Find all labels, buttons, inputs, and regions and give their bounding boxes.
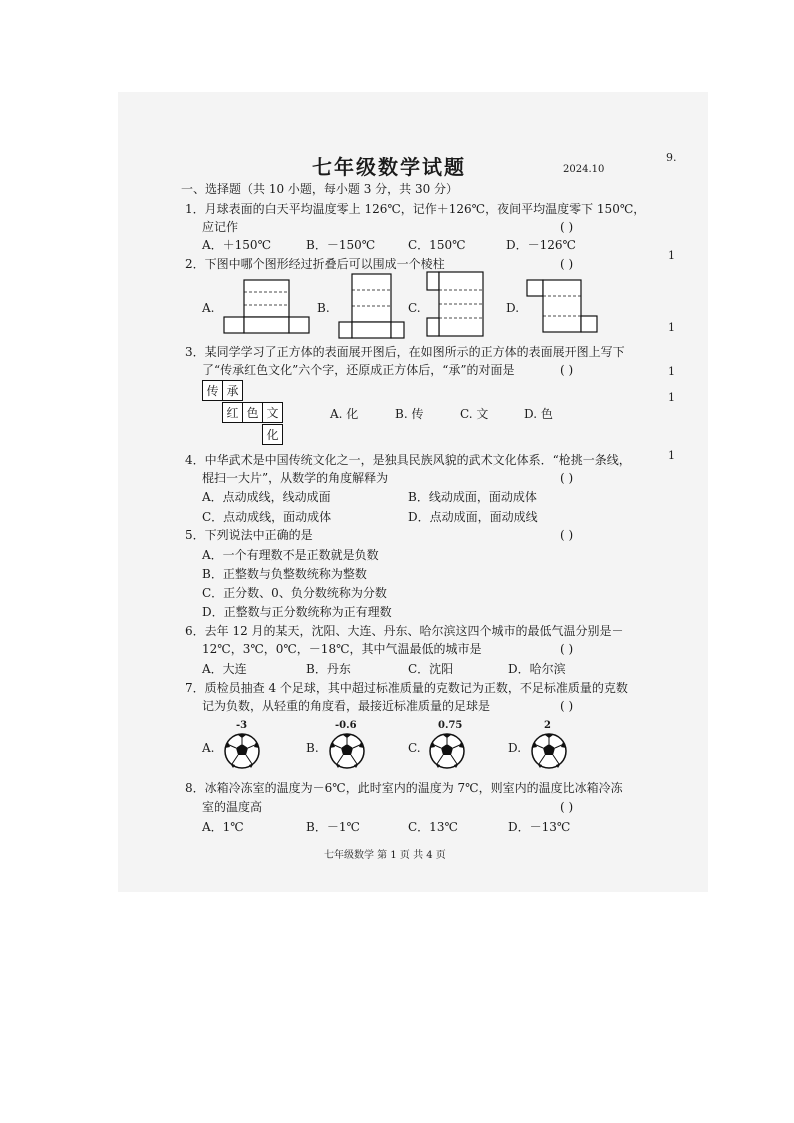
question-7-text: 7．质检员抽查 4 个足球，其中超过标准质量的克数记为正数，不足标准质量的克数 [185, 681, 628, 695]
answer-paren: ( ) [560, 471, 574, 485]
soccer-ball-icon [328, 732, 366, 770]
net-figure-b [337, 272, 407, 340]
option-c: C. 文 [460, 407, 489, 421]
net-cell-chuan: 传 [202, 380, 223, 401]
ball-label-c: C. [408, 741, 421, 755]
question-1-text: 1．月球表面的白天平均温度零上 126℃，记作＋126℃，夜间平均温度零下 150℃， [185, 202, 646, 216]
question-6-text: 6．去年 12 月的某天，沈阳、大连、丹东、哈尔滨这四个城市的最低气温分别是－ [185, 624, 624, 638]
question-7-text-cont: 记为负数，从轻重的角度看，最接近标准质量的足球是 [202, 699, 491, 713]
option-d: D. 色 [524, 407, 553, 421]
option-b: B．线动成面，面动成体 [408, 490, 537, 504]
edge-mark: 1 [668, 449, 675, 462]
option-c: C．沈阳 [408, 662, 454, 676]
answer-paren: ( ) [560, 257, 574, 271]
option-a: A．一个有理数不是正数就是负数 [202, 548, 379, 562]
ball-value-c: 0.75 [438, 720, 463, 731]
question-2-text: 2．下图中哪个图形经过折叠后可以围成一个棱柱 [185, 257, 445, 271]
option-b: B．丹东 [306, 662, 351, 676]
net-cell-se: 色 [242, 402, 263, 423]
option-d: D．点动成面，面动成线 [408, 510, 538, 524]
question-3-text: 3．某同学学习了正方体的表面展开图后，在如图所示的正方体的表面展开图上写下 [185, 345, 625, 359]
option-d: D．哈尔滨 [508, 662, 566, 676]
option-b: B．－1℃ [306, 820, 360, 834]
option-a: A. 化 [330, 407, 359, 421]
page-footer: 七年级数学 第 1 页 共 4 页 [324, 850, 446, 861]
question-6-text-cont: 12℃，3℃，0℃，－18℃，其中气温最低的城市是 [202, 642, 482, 656]
answer-paren: ( ) [560, 642, 574, 656]
option-a: A．＋150℃ [202, 238, 271, 252]
soccer-ball-icon [223, 732, 261, 770]
net-cell-cheng: 承 [222, 380, 243, 401]
option-b: B．正整数与负整数统称为整数 [202, 567, 367, 581]
option-c: C．正分数、0、负分数统称为分数 [202, 586, 387, 600]
figure-label-a: A. [202, 301, 215, 315]
ball-label-a: A. [202, 741, 215, 755]
ball-value-d: 2 [544, 720, 551, 731]
net-figure-d [525, 278, 601, 338]
edge-mark: 9. [666, 151, 677, 164]
figure-label-b: B. [317, 301, 330, 315]
answer-paren: ( ) [560, 363, 574, 377]
option-b: B. 传 [395, 407, 424, 421]
edge-mark: 1 [668, 365, 675, 378]
option-b: B．－150℃ [306, 238, 376, 252]
answer-paren: ( ) [560, 699, 574, 713]
question-3-text-cont: 了“传承红色文化”六个字，还原成正方体后，“承”的对面是 [202, 363, 515, 377]
question-8-text-cont: 室的温度高 [202, 800, 263, 814]
option-d: D．－13℃ [508, 820, 571, 834]
option-d: D．－126℃ [506, 238, 576, 252]
edge-mark: 1 [668, 321, 675, 334]
option-a: A．点动成线，线动成面 [202, 490, 331, 504]
net-figure-a [222, 278, 312, 336]
soccer-ball-icon [428, 732, 466, 770]
question-4-text: 4．中华武术是中国传统文化之一，是独具民族风貌的武术文化体系．“枪挑一条线， [185, 453, 631, 467]
option-c: C．150℃ [408, 238, 466, 252]
page-title: 七年级数学试题 [312, 155, 466, 179]
option-a: A．大连 [202, 662, 247, 676]
figure-label-d: D. [506, 301, 520, 315]
question-8-text: 8．冰箱冷冻室的温度为－6℃，此时室内的温度为 7℃，则室内的温度比冰箱冷冻 [185, 781, 623, 795]
question-5-text: 5．下列说法中正确的是 [185, 528, 313, 542]
exam-date: 2024.10 [563, 164, 605, 175]
net-cell-wen: 文 [262, 402, 283, 423]
soccer-ball-icon [530, 732, 568, 770]
question-4-text-cont: 棍扫一大片”，从数学的角度解释为 [202, 471, 389, 485]
option-d: D．正整数与正分数统称为正有理数 [202, 605, 392, 619]
net-cell-hua: 化 [262, 424, 283, 445]
edge-mark: 1 [668, 249, 675, 262]
option-a: A．1℃ [202, 820, 244, 834]
edge-mark: 1 [668, 391, 675, 404]
ball-value-b: -0.6 [335, 720, 357, 731]
ball-label-d: D. [508, 741, 522, 755]
question-1-text-cont: 应记作 [202, 220, 239, 234]
ball-value-a: -3 [236, 720, 248, 731]
answer-paren: ( ) [560, 800, 574, 814]
net-figure-c [425, 270, 487, 340]
answer-paren: ( ) [560, 528, 574, 542]
ball-label-b: B. [306, 741, 319, 755]
net-cell-hong: 红 [222, 402, 243, 423]
answer-paren: ( ) [560, 220, 574, 234]
figure-label-c: C. [408, 301, 421, 315]
option-c: C．13℃ [408, 820, 458, 834]
section-heading: 一、选择题（共 10 小题，每小题 3 分，共 30 分） [181, 182, 459, 196]
option-c: C．点动成线，面动成体 [202, 510, 332, 524]
